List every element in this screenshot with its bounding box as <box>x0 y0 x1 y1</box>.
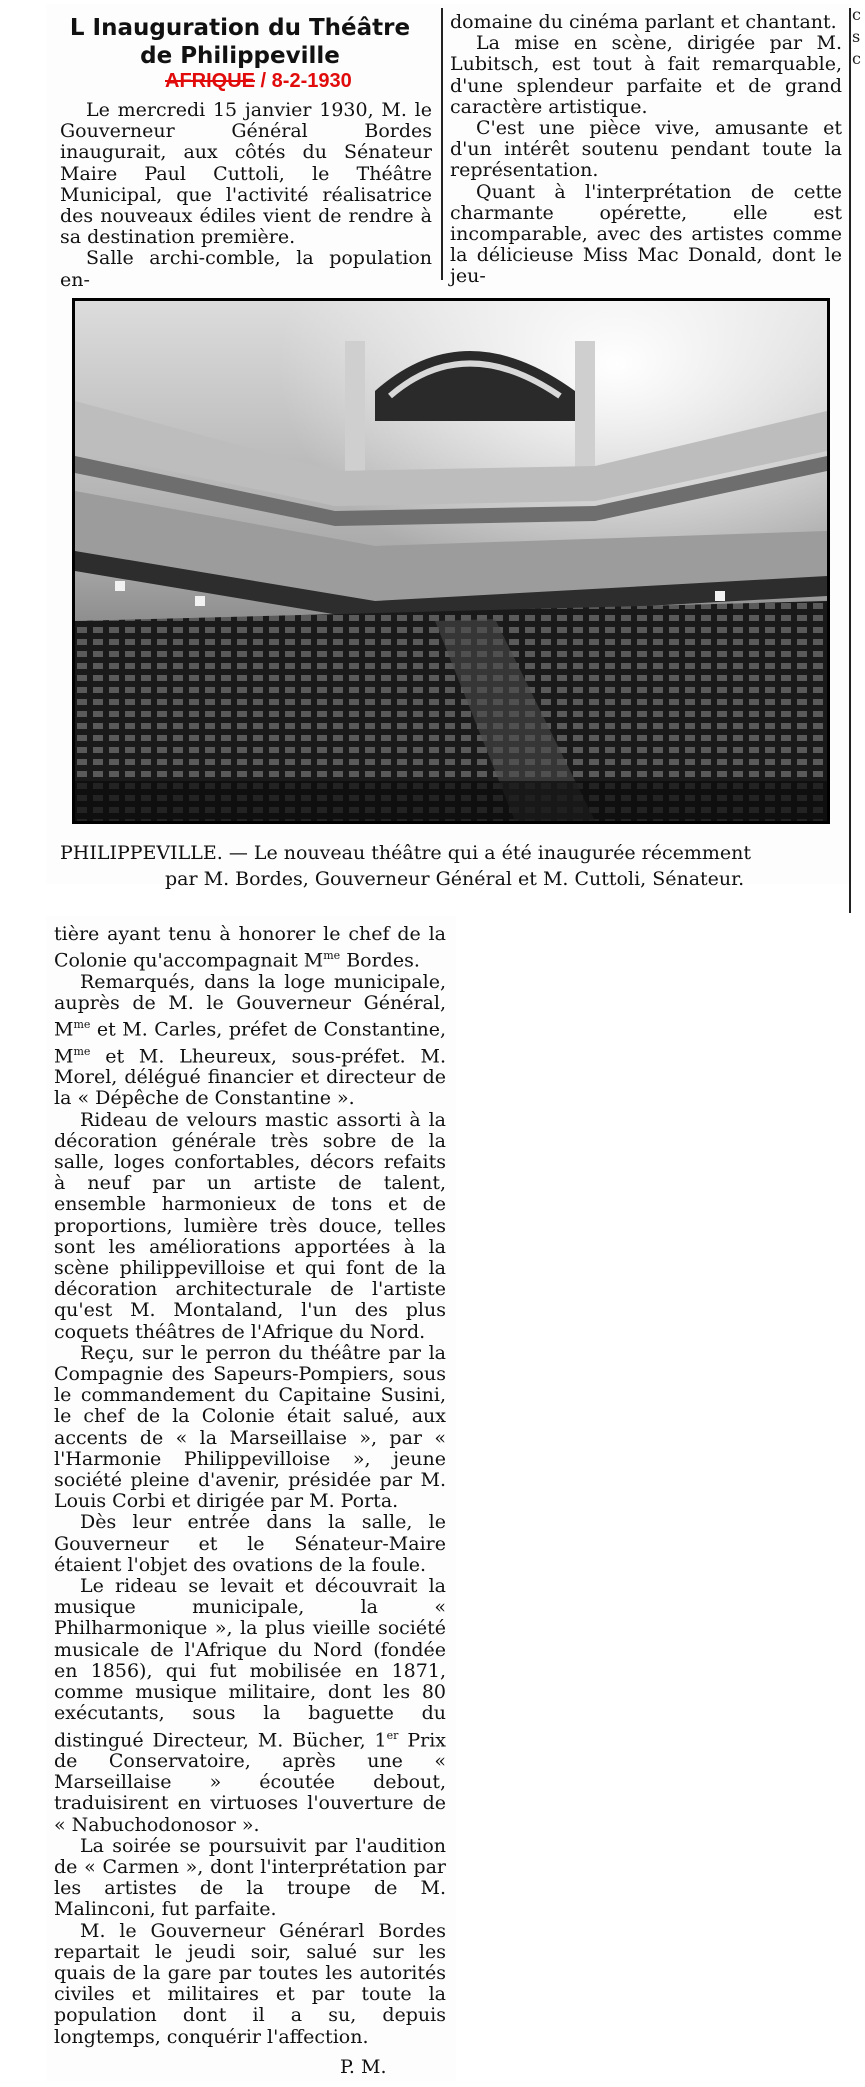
paragraph: Remarqués, dans la loge municipale, auprès de M. le Gouverneur Général, $M^{me}$ et M. Carles, préfet de Constantine, $M^{me}$ et M. Lheureux, sous-préfet. M. Morel, délégué financier et directeur de la « Dépêche de Constantine ». <box>54 970 446 1110</box>
column-rule-right <box>849 8 851 913</box>
paragraph: Salle archi-comble, la population en- <box>60 247 432 291</box>
paragraph: C'est une pièce vive, amusante et d'un intérêt soutenu pendant toute la représentation. <box>450 117 842 182</box>
stamp-source: AFRIQUE <box>165 70 255 92</box>
adjacent-column-fragment: c s c <box>852 5 861 68</box>
theatre-interior-photo <box>72 298 830 824</box>
paragraph: M. le Gouverneur Générarl Bordes repartait le jeudi soir, salué sur les quais de la gare par toutes les autorités civiles et militaires et par toute la population dont il a su, depuis longtemps, conquérir l'affection. <box>54 1919 446 2048</box>
paragraph: tière ayant tenu à honorer le chef de la Colonie qu'accompagnait $M^{me}$ Bordes. <box>54 923 446 972</box>
paragraph: Le rideau se levait et découvrait la musique municipale, la « Philharmonique », la plus vieille société musicale de l'Afrique du Nord (fondée en 1856), qui fut mobilisée en 1871, comme musique militaire, dont les 80 exécutants, sous la baguette du distingué Directeur, M. Bücher, 1er Prix de Conservatoire, après une « Marseillaise » écoutée debout, traduisirent en virtuoses l'ouverture de « Nabuchodonosor ». <box>54 1575 447 1836</box>
lower-column <box>54 924 446 2048</box>
caption-line-2: par M. Bordes, Gouverneur Général et M. Cuttoli, Sénateur. <box>165 868 745 890</box>
paragraph: La soirée se poursuivit par l'audition de « Carmen », dont l'interprétation par les artistes de la troupe de M. Malinconi, fut parfaite. <box>54 1834 446 1921</box>
author-signature: P. M. <box>340 2056 387 2078</box>
paragraph: Reçu, sur le perron du théâtre par la Compagnie des Sapeurs-Pompiers, sous le commandement du Capitaine Susini, le chef de la Colonie était salué, aux accents de « la Marseillaise », par « l'Harmonie Philippevilloise », jeune société pleine d'avenir, présidée par M. Louis Corbi et dirigée par M. Porta. <box>54 1341 446 1513</box>
left-column-top <box>60 100 432 291</box>
paragraph: domaine du cinéma parlant et chantant. <box>450 11 837 33</box>
theatre-photo-illustration <box>75 301 827 821</box>
paragraph: Le mercredi 15 janvier 1930, M. le Gouverneur Général Bordes inaugurait, aux côtés du Sénateur Maire Paul Cuttoli, le Théâtre Municipal, que l'activité réalisatrice des nouveaux édiles vient de rendre à sa destination première. <box>60 99 432 249</box>
paragraph: Quant à l'interprétation de cette charmante opérette, elle est incomparable, avec des artistes comme la délicieuse Miss Mac Donald, dont le jeu- <box>450 180 842 288</box>
caption-line-1: PHILIPPEVILLE. — Le nouveau théâtre qui a été inaugurée récemment <box>60 842 752 864</box>
stamp-date: / 8-2-1930 <box>255 70 352 92</box>
article-title <box>60 14 420 70</box>
column-rule <box>441 8 443 280</box>
paragraph: Dès leur entrée dans la salle, le Gouverneur et le Sénateur-Maire étaient l'objet des ovations de la foule. <box>54 1511 446 1576</box>
title-line-2: de Philippeville <box>140 43 340 69</box>
photo-caption <box>60 840 840 892</box>
paragraph: Rideau de velours mastic assorti à la décoration générale très sobre de la salle, loges confortables, décors refaits à neuf par un artiste de talent, ensemble harmonieux de tons et de proportions, lumière très douce, telles sont les améliorations apportées à la scène philippevilloise et qui font de la décoration architecturale de l'artiste qu'est M. Montaland, l'un des plus coquets théâtres de l'Afrique du Nord. <box>54 1108 446 1343</box>
source-stamp <box>165 70 352 93</box>
paragraph: La mise en scène, dirigée par M. Lubitsch, est tout à fait remarquable, d'une splendeur parfaite et de grand caractère artistique. <box>450 32 842 118</box>
title-line-1: L Inauguration du Théâtre <box>69 15 411 41</box>
right-column-top <box>450 12 842 288</box>
